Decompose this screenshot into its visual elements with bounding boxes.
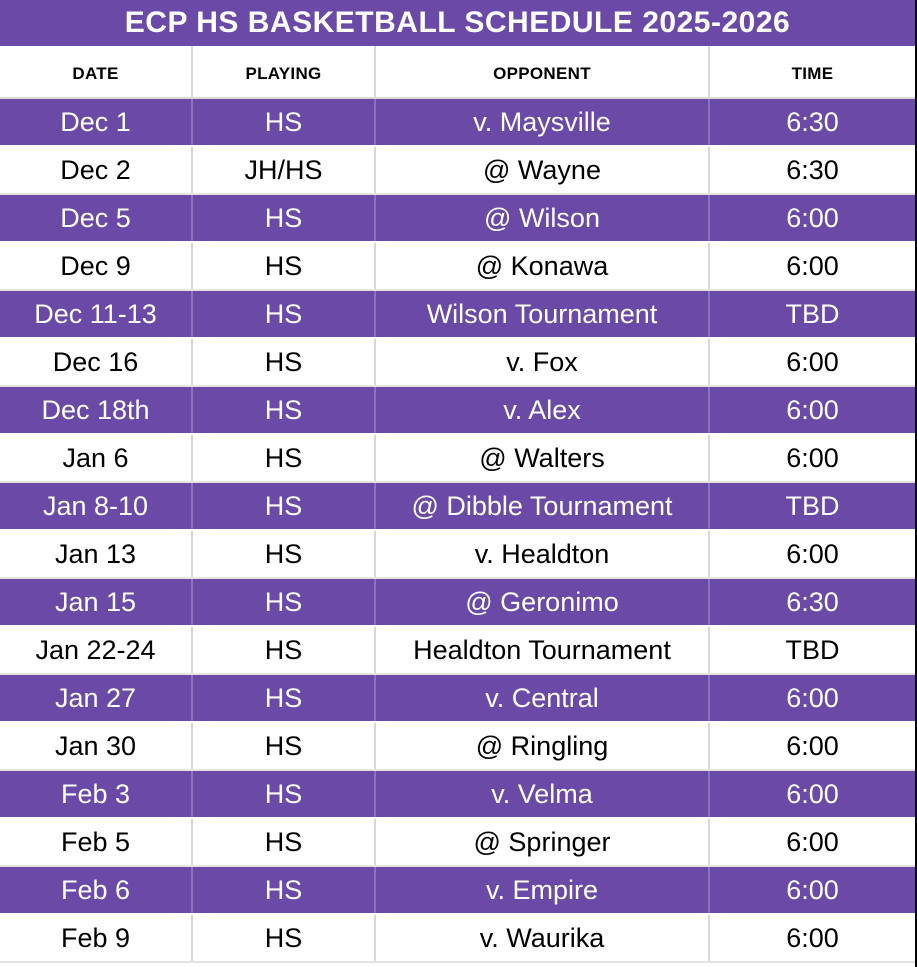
playing-level-cell: JH/HS [192, 146, 375, 194]
opponent-cell: v. Waurika [375, 914, 709, 962]
playing-level-cell: HS [192, 338, 375, 386]
table-row [0, 98, 915, 146]
playing-level-cell: HS [192, 578, 375, 626]
game-date-cell: Jan 8-10 [0, 482, 192, 530]
game-time-cell: 6:00 [709, 914, 915, 962]
game-date-cell: Dec 5 [0, 194, 192, 242]
schedule-title: ECP HS BASKETBALL SCHEDULE 2025-2026 [0, 0, 915, 46]
table-row [0, 914, 915, 962]
game-time-cell: 6:00 [709, 818, 915, 866]
game-time-cell: 6:00 [709, 770, 915, 818]
table-row [0, 578, 915, 626]
playing-level-cell: HS [192, 626, 375, 674]
playing-level-cell: HS [192, 386, 375, 434]
opponent-cell: @ Wilson [375, 194, 709, 242]
schedule-table [0, 46, 915, 963]
table-row [0, 674, 915, 722]
table-row [0, 242, 915, 290]
game-date-cell: Jan 27 [0, 674, 192, 722]
game-date-cell: Dec 16 [0, 338, 192, 386]
playing-level-cell: HS [192, 434, 375, 482]
playing-level-cell: HS [192, 866, 375, 914]
opponent-cell: @ Wayne [375, 146, 709, 194]
game-time-cell: TBD [709, 482, 915, 530]
opponent-cell: v. Alex [375, 386, 709, 434]
game-date-cell: Dec 1 [0, 98, 192, 146]
table-row [0, 818, 915, 866]
opponent-cell: @ Ringling [375, 722, 709, 770]
opponent-cell: v. Maysville [375, 98, 709, 146]
game-date-cell: Feb 9 [0, 914, 192, 962]
opponent-cell: v. Healdton [375, 530, 709, 578]
schedule-body [0, 98, 915, 962]
game-date-cell: Feb 3 [0, 770, 192, 818]
header-date: DATE [0, 46, 192, 98]
opponent-cell: @ Springer [375, 818, 709, 866]
playing-level-cell: HS [192, 194, 375, 242]
game-time-cell: 6:00 [709, 674, 915, 722]
playing-level-cell: HS [192, 674, 375, 722]
playing-level-cell: HS [192, 530, 375, 578]
table-row [0, 290, 915, 338]
game-date-cell: Jan 6 [0, 434, 192, 482]
table-row [0, 434, 915, 482]
table-row [0, 626, 915, 674]
table-row [0, 194, 915, 242]
table-row [0, 770, 915, 818]
game-date-cell: Jan 22-24 [0, 626, 192, 674]
game-date-cell: Feb 6 [0, 866, 192, 914]
game-date-cell: Jan 15 [0, 578, 192, 626]
opponent-cell: v. Empire [375, 866, 709, 914]
game-date-cell: Jan 30 [0, 722, 192, 770]
game-time-cell: 6:00 [709, 434, 915, 482]
game-date-cell: Dec 9 [0, 242, 192, 290]
header-playing: PLAYING [192, 46, 375, 98]
game-date-cell: Feb 5 [0, 818, 192, 866]
opponent-cell: Wilson Tournament [375, 290, 709, 338]
opponent-cell: v. Central [375, 674, 709, 722]
table-row [0, 146, 915, 194]
game-time-cell: 6:30 [709, 146, 915, 194]
game-time-cell: TBD [709, 290, 915, 338]
header-opponent: OPPONENT [375, 46, 709, 98]
table-row [0, 530, 915, 578]
opponent-cell: @ Geronimo [375, 578, 709, 626]
opponent-cell: v. Fox [375, 338, 709, 386]
playing-level-cell: HS [192, 722, 375, 770]
playing-level-cell: HS [192, 818, 375, 866]
table-row [0, 866, 915, 914]
game-time-cell: 6:30 [709, 98, 915, 146]
playing-level-cell: HS [192, 290, 375, 338]
table-row [0, 386, 915, 434]
game-date-cell: Dec 18th [0, 386, 192, 434]
game-time-cell: TBD [709, 626, 915, 674]
playing-level-cell: HS [192, 914, 375, 962]
opponent-cell: @ Walters [375, 434, 709, 482]
game-time-cell: 6:00 [709, 386, 915, 434]
game-time-cell: 6:00 [709, 194, 915, 242]
game-time-cell: 6:00 [709, 530, 915, 578]
table-row [0, 338, 915, 386]
game-time-cell: 6:00 [709, 338, 915, 386]
table-row [0, 482, 915, 530]
game-time-cell: 6:00 [709, 722, 915, 770]
game-date-cell: Dec 2 [0, 146, 192, 194]
game-time-cell: 6:00 [709, 866, 915, 914]
header-row [0, 46, 915, 98]
header-time: TIME [709, 46, 915, 98]
game-time-cell: 6:00 [709, 242, 915, 290]
game-time-cell: 6:30 [709, 578, 915, 626]
table-row [0, 722, 915, 770]
playing-level-cell: HS [192, 98, 375, 146]
game-date-cell: Dec 11-13 [0, 290, 192, 338]
opponent-cell: Healdton Tournament [375, 626, 709, 674]
playing-level-cell: HS [192, 482, 375, 530]
playing-level-cell: HS [192, 242, 375, 290]
playing-level-cell: HS [192, 770, 375, 818]
opponent-cell: v. Velma [375, 770, 709, 818]
opponent-cell: @ Konawa [375, 242, 709, 290]
opponent-cell: @ Dibble Tournament [375, 482, 709, 530]
game-date-cell: Jan 13 [0, 530, 192, 578]
